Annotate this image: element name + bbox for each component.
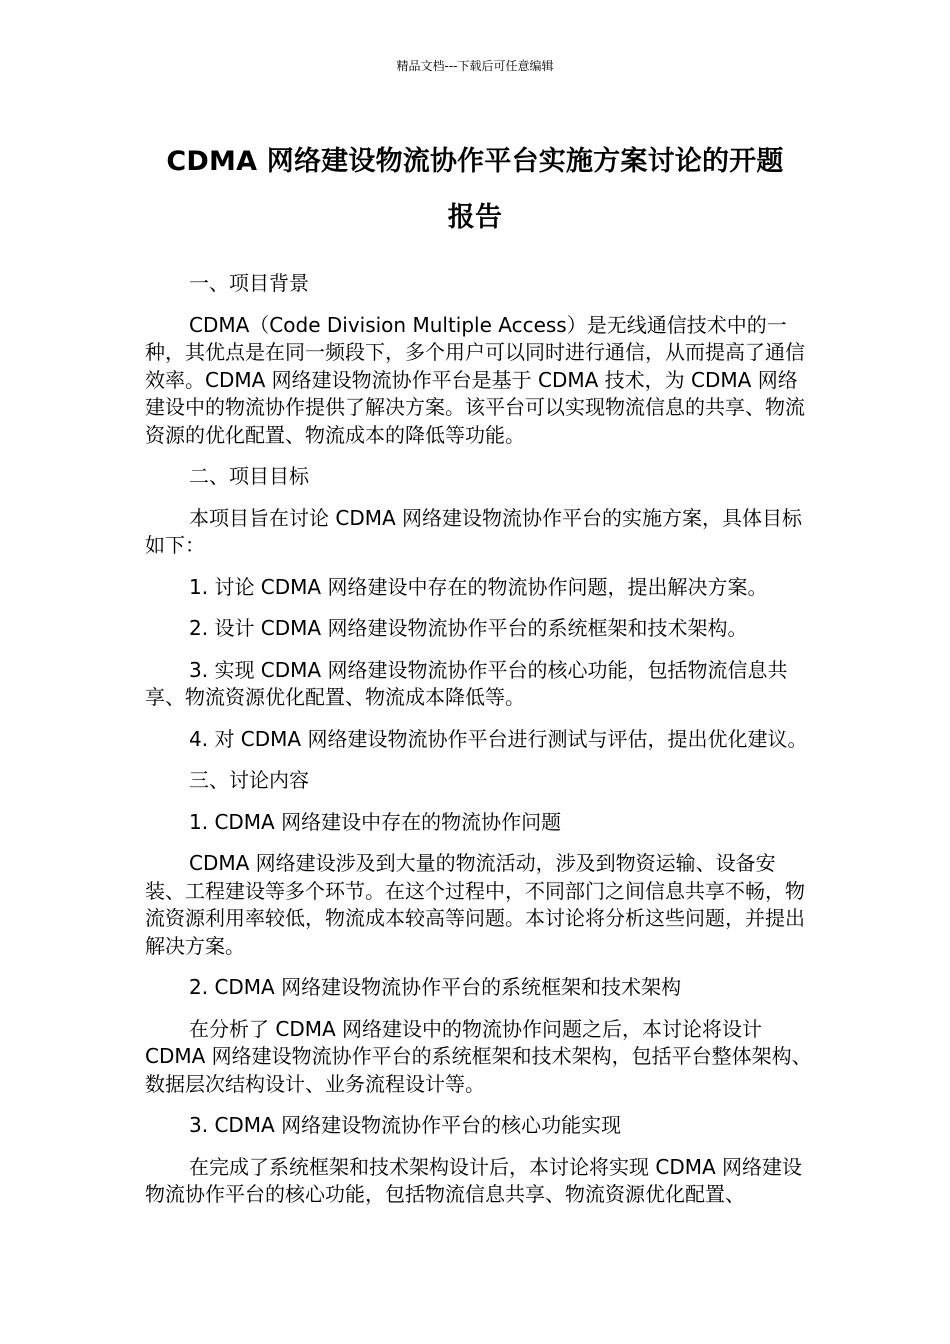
title-line-1: CDMA 网络建设物流协作平台实施方案讨论的开题	[166, 146, 784, 177]
goal-item: 2. 设计 CDMA 网络建设物流协作平台的系统框架和技术架构。	[189, 616, 748, 640]
body-paragraph: 本项目旨在讨论 CDMA 网络建设物流协作平台的实施方案，具体目标如下：	[145, 505, 803, 557]
page-header: 精品文档---下载后可任意编辑	[396, 59, 554, 73]
subsection-heading: 2. CDMA 网络建设物流协作平台的系统框架和技术架构	[189, 975, 682, 999]
subsection-heading: 1. CDMA 网络建设中存在的物流协作问题	[189, 809, 562, 834]
section-heading-goals: 二、项目目标	[189, 464, 309, 488]
title-line-2: 报告	[447, 202, 503, 233]
subsection-heading: 3. CDMA 网络建设物流协作平台的核心功能实现	[189, 1113, 622, 1137]
body-paragraph: CDMA 网络建设涉及到大量的物流活动，涉及到物资运输、设备安装、工程建设等多个环节。在这个过程中，不同部门之间信息共享不畅，物流资源利用率较低，物流成本较高等问题。本讨论将分析这些问题，并提出解决方案。	[145, 851, 805, 958]
document-title	[140, 134, 810, 246]
section-heading-content: 三、讨论内容	[189, 768, 309, 792]
document-body	[145, 270, 813, 1223]
body-paragraph: CDMA（Code Division Multiple Access）是无线通信技术中的一种，其优点是在同一频段下，多个用户可以同时进行通信，从而提高了通信效率。CDMA 网络建设物流协作平台是基于 CDMA 技术，为 CDMA 网络建设中的物流协作提供了解决方案。该平台可以实现物流信息的共享、物流资源的优化配置、物流成本的降低等功能。	[145, 312, 805, 447]
body-paragraph: 在分析了 CDMA 网络建设中的物流协作问题之后，本讨论将设计 CDMA 网络建设物流协作平台的系统框架和技术架构，包括平台整体架构、数据层次结构设计、业务流程设计等。	[145, 1016, 812, 1096]
goal-item: 3. 实现 CDMA 网络建设物流协作平台的核心功能，包括物流信息共享、物流资源优化配置、物流成本降低等。	[145, 657, 788, 709]
body-paragraph: 在完成了系统框架和技术架构设计后，本讨论将实现 CDMA 网络建设物流协作平台的核心功能，包括物流信息共享、物流资源优化配置、	[145, 1154, 803, 1206]
goal-item: 4. 对 CDMA 网络建设物流协作平台进行测试与评估，提出优化建议。	[189, 726, 808, 751]
section-heading-background: 一、项目背景	[189, 271, 309, 295]
goal-item: 1. 讨论 CDMA 网络建设中存在的物流协作问题，提出解决方案。	[189, 574, 768, 599]
